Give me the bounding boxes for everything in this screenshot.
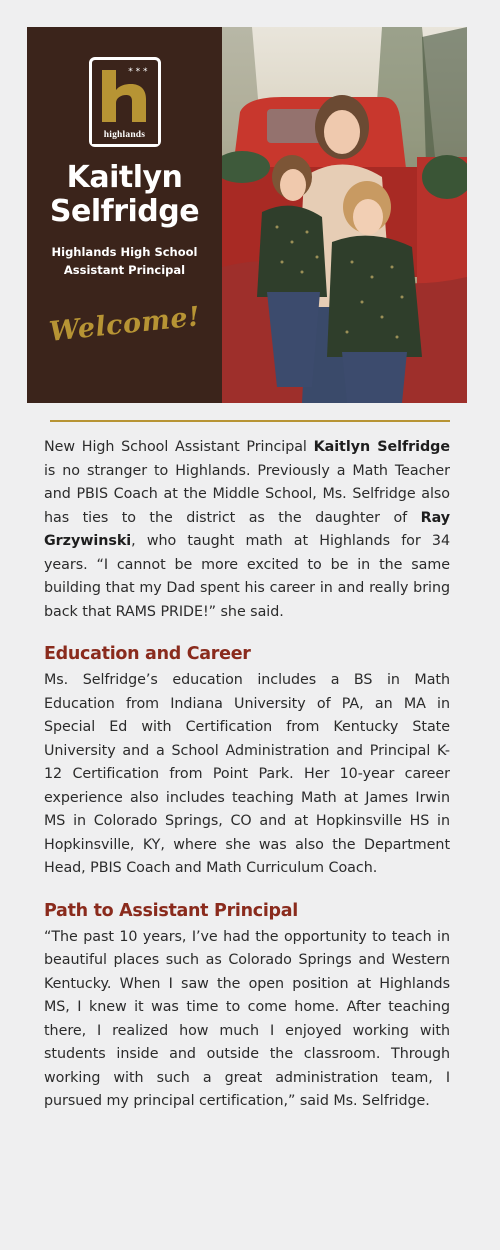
intro-bold-father: Ray Grzywinski <box>44 509 450 549</box>
welcome-script: Welcome! <box>47 301 202 348</box>
intro-text-1: New High School Assistant Principal <box>44 439 314 455</box>
hero-role <box>52 243 198 279</box>
hero-name <box>50 161 199 229</box>
family-photo <box>222 27 467 403</box>
intro-paragraph <box>44 436 450 624</box>
highlands-logo <box>89 57 161 147</box>
hero-role-school: Highlands High School <box>51 245 198 259</box>
hero-banner <box>27 27 467 403</box>
family-photo-illustration <box>222 27 467 403</box>
section-body-education: Ms. Selfridge’s education includes a BS in Math Education from Indiana University of PA, an MA in Special Ed with Certification from Kentucky State University and a School Administration and Principal K-12 Certification from Point Park. Her 10-year career experience also includes teaching Math at James Irwin MS in Colorado Springs, CO and at Hopkinsville HS in Hopkinsville, KY, where she was also the Department Head, PBIS Coach and Math Curriculum Coach. <box>44 672 450 876</box>
gold-divider <box>50 420 450 422</box>
section-heading-education: Education and Career <box>44 644 251 664</box>
intro-text-3: , who taught math at Highlands for 34 years. “I cannot be more excited to be in the same building that my Dad spent his career in and really bring back that RAMS PRIDE!” she said. <box>44 533 450 620</box>
intro-bold-name: Kaitlyn Selfridge <box>313 439 451 455</box>
hero-name-first: Kaitlyn <box>66 160 183 195</box>
logo-wordmark: highlands <box>92 128 158 144</box>
section-body-path: “The past 10 years, I’ve had the opportunity to teach in beautiful places such as Colorado Springs and Western Kentucky. When I saw the open position at Highlands MS, I knew it was time to come home. After teaching there, I realized how much I enjoyed working with students inside and outside the classroom. Through working with such a great administration team, I pursued my principal certification,” said Ms. Selfridge. <box>44 928 450 1109</box>
hero-panel <box>27 27 222 403</box>
section-heading-path: Path to Assistant Principal <box>44 900 298 921</box>
hero-name-last: Selfridge <box>49 194 200 229</box>
hero-role-title: Assistant Principal <box>63 263 186 277</box>
intro-text-2: is no stranger to Highlands. Previously a Math Teacher and PBIS Coach at the Middle School, Ms. Selfridge also has ties to the district as the daughter of <box>44 462 450 526</box>
article-body <box>44 436 450 1114</box>
logo-stars-icon: * * * <box>128 67 148 77</box>
